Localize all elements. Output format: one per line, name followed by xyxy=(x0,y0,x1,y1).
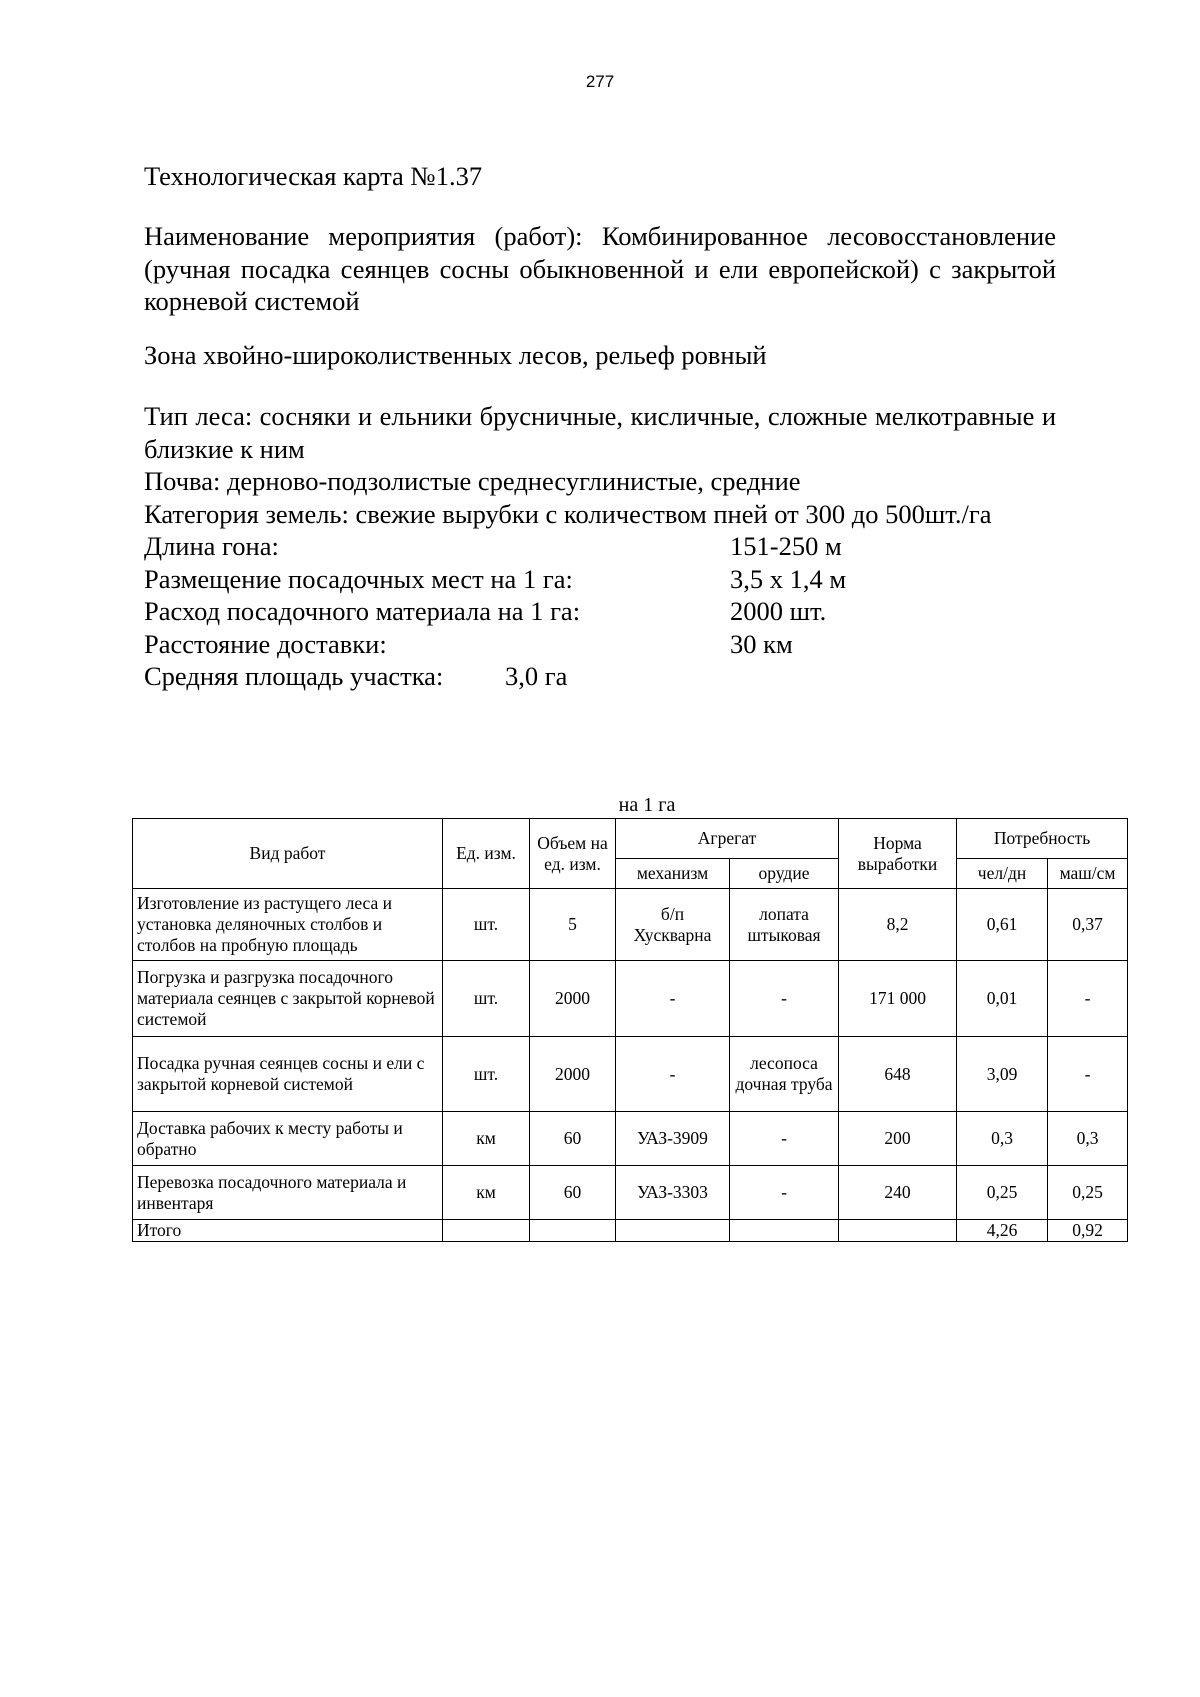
cell-volume: 2000 xyxy=(530,1037,616,1112)
total-man-days: 4,26 xyxy=(957,1220,1048,1242)
param-label: Длина гона: xyxy=(144,531,279,561)
cell-norm: 200 xyxy=(839,1112,957,1166)
table-row xyxy=(133,1166,1128,1220)
total-machine-shifts: 0,92 xyxy=(1048,1220,1128,1242)
cell-mechanism: б/п Хускварна xyxy=(616,889,730,961)
cell-work: Погрузка и разгрузка посадочного материала сеянцев с закрытой корневой системой xyxy=(133,961,443,1037)
empty-cell xyxy=(530,1220,616,1242)
cell-mechanism: - xyxy=(616,961,730,1037)
header-norm: Норма выработки xyxy=(839,819,957,889)
header-work-type: Вид работ xyxy=(133,819,443,889)
cell-mechanism: УАЗ-3303 xyxy=(616,1166,730,1220)
header-mechanism: механизм xyxy=(616,859,730,889)
cell-tool: - xyxy=(730,961,839,1037)
cell-volume: 60 xyxy=(530,1166,616,1220)
cell-work: Изготовление из растущего леса и установка деляночных столбов и столбов на пробную площадь xyxy=(133,889,443,961)
param-value: 30 км xyxy=(730,628,793,659)
cell-man-days: 3,09 xyxy=(957,1037,1048,1112)
doc-title: Технологическая карта №1.37 xyxy=(144,161,483,191)
cell-volume: 60 xyxy=(530,1112,616,1166)
header-tool: орудие xyxy=(730,859,839,889)
cell-norm: 171 000 xyxy=(839,961,957,1037)
table-row xyxy=(133,889,1128,961)
param-row xyxy=(144,563,1056,596)
cell-mechanism: - xyxy=(616,1037,730,1112)
header-volume: Объем на ед. изм. xyxy=(530,819,616,889)
activity-name: Наименование мероприятия (работ): Комбинированное лесовосстановление (ручная посадка сеянцев сосны обыкновенной и ели европейской) с закрытой корневой системой xyxy=(144,221,1056,316)
cell-work: Перевозка посадочного материала и инвентаря xyxy=(133,1166,443,1220)
param-label: Расстояние доставки: xyxy=(144,628,387,659)
parameters-block xyxy=(144,400,1056,693)
page-number: 277 xyxy=(585,72,615,91)
cell-man-days: 0,25 xyxy=(957,1166,1048,1220)
table-row xyxy=(133,1112,1128,1166)
cell-norm: 240 xyxy=(839,1166,957,1220)
cell-unit: шт. xyxy=(443,889,530,961)
avg-area-row xyxy=(144,660,1056,693)
cell-tool: лопата штыковая xyxy=(730,889,839,961)
cell-machine-shifts: - xyxy=(1048,1037,1128,1112)
cell-norm: 8,2 xyxy=(839,889,957,961)
cell-man-days: 0,61 xyxy=(957,889,1048,961)
empty-cell xyxy=(443,1220,530,1242)
param-row xyxy=(144,530,1056,563)
cell-man-days: 0,01 xyxy=(957,961,1048,1037)
param-label: Размещение посадочных мест на 1 га: xyxy=(144,563,573,594)
param-row xyxy=(144,628,1056,661)
header-unit: Ед. изм. xyxy=(443,819,530,889)
soil: Почва: дерново-подзолистые среднесуглинистые, средние xyxy=(144,466,801,496)
total-row xyxy=(133,1220,1128,1242)
param-value: 151-250 м xyxy=(730,531,842,561)
cell-unit: км xyxy=(443,1112,530,1166)
cell-machine-shifts: 0,3 xyxy=(1048,1112,1128,1166)
table-unit-note: на 1 га xyxy=(618,794,676,816)
param-value: 3,5 х 1,4 м xyxy=(730,563,847,594)
empty-cell xyxy=(616,1220,730,1242)
land-category: Категория земель: свежие вырубки с количеством пней от 300 до 500шт./га xyxy=(144,498,992,529)
total-label: Итого xyxy=(133,1220,443,1242)
forest-type: Тип леса: сосняки и ельники брусничные, кисличные, сложные мелкотравные и близкие к ним xyxy=(144,401,1056,464)
cell-man-days: 0,3 xyxy=(957,1112,1048,1166)
cell-norm: 648 xyxy=(839,1037,957,1112)
cell-unit: шт. xyxy=(443,961,530,1037)
avg-area-label: Средняя площадь участка: xyxy=(144,661,444,691)
cell-machine-shifts: - xyxy=(1048,961,1128,1037)
cell-tool: - xyxy=(730,1166,839,1220)
header-machine-shifts: маш/см xyxy=(1048,859,1128,889)
empty-cell xyxy=(730,1220,839,1242)
header-aggregate: Агрегат xyxy=(616,819,839,859)
table-row xyxy=(133,961,1128,1037)
cell-machine-shifts: 0,37 xyxy=(1048,889,1128,961)
cell-work: Доставка рабочих к месту работы и обратно xyxy=(133,1112,443,1166)
header-man-days: чел/дн xyxy=(957,859,1048,889)
cell-unit: шт. xyxy=(443,1037,530,1112)
cell-volume: 5 xyxy=(530,889,616,961)
param-value: 2000 шт. xyxy=(730,596,827,626)
param-row xyxy=(144,595,1056,628)
cell-unit: км xyxy=(443,1166,530,1220)
table-row xyxy=(133,1037,1128,1112)
empty-cell xyxy=(839,1220,957,1242)
cell-machine-shifts: 0,25 xyxy=(1048,1166,1128,1220)
cell-work: Посадка ручная сеянцев сосны и ели с закрытой корневой системой xyxy=(133,1037,443,1112)
header-need: Потребность xyxy=(957,819,1128,859)
zone-line: Зона хвойно-широколиственных лесов, рельеф ровный xyxy=(144,340,767,370)
cell-tool: - xyxy=(730,1112,839,1166)
work-table xyxy=(132,818,1128,1242)
cell-tool: лесопоса дочная труба xyxy=(730,1037,839,1112)
cell-mechanism: УАЗ-3909 xyxy=(616,1112,730,1166)
param-label: Расход посадочного материала на 1 га: xyxy=(144,596,581,626)
avg-area-value: 3,0 га xyxy=(505,661,568,691)
cell-volume: 2000 xyxy=(530,961,616,1037)
